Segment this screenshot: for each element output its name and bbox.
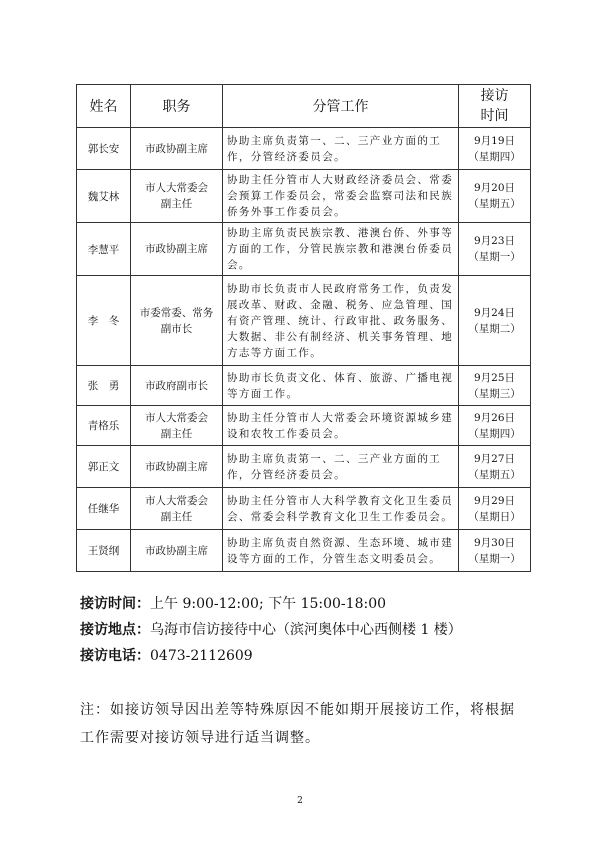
leader-position [131, 530, 223, 572]
reception-time-line [80, 594, 386, 614]
leader-name: 青格乐 [77, 406, 131, 446]
date-text: 9月23日 [473, 235, 516, 247]
leader-duties: 协助主任分管市人大科学教育文化卫生委员会、常委会科学教育文化卫生工作委员会。 [223, 488, 459, 530]
table-row [77, 530, 531, 572]
note-label: 注： [80, 702, 110, 718]
weekday-text: （星期四） [468, 150, 521, 163]
reception-date [459, 406, 531, 446]
leader-duties: 协助市长负责市人民政府常务工作，负责发展改革、财政、金融、税务、应急管理、国有资产管理、统计、行政审批、政务服务、大数据、非公有制经济、机关事务管理、地方志等方面工作。 [223, 276, 459, 366]
reception-phone-value: 0473-2112609 [150, 648, 253, 664]
header-time-line1: 接访 [480, 88, 509, 104]
reception-date [459, 128, 531, 170]
position-line: 副主任 [160, 427, 193, 440]
weekday-text: （星期五） [468, 468, 521, 481]
leader-duties: 协助主任分管市人大财政经济委员会、常委会预算工作委员会，常委会监察司法和民族侨务外事工作委员会。 [223, 170, 459, 223]
reception-date [459, 488, 531, 530]
leader-name: 任继华 [77, 488, 131, 530]
reception-date [459, 366, 531, 406]
note-paragraph [80, 696, 522, 752]
date-text: 9月30日 [473, 536, 516, 549]
table-row [77, 170, 531, 223]
header-position: 职务 [131, 85, 223, 128]
table-row [77, 446, 531, 488]
reception-time-label: 接访时间： [80, 596, 150, 612]
position-line: 市政协副主席 [145, 544, 208, 557]
leader-position [131, 366, 223, 406]
weekday-text: （星期五） [468, 198, 521, 210]
leader-position [131, 223, 223, 276]
reception-place-label: 接访地点： [80, 622, 150, 638]
leader-duties: 协助主任分管市人大常委会环境资源城乡建设和农牧工作委员会。 [223, 406, 459, 446]
table-row [77, 223, 531, 276]
date-text: 9月27日 [473, 452, 516, 465]
reception-place-line [80, 620, 462, 640]
leader-position [131, 406, 223, 446]
leader-position [131, 128, 223, 170]
table-row [77, 406, 531, 446]
date-text: 9月26日 [473, 411, 516, 424]
leader-duties: 协助主席负责民族宗教、港澳台侨、外事等方面的工作，分管民族宗教和港澳台侨委员会。 [223, 223, 459, 276]
header-name: 姓名 [77, 85, 131, 128]
weekday-text: （星期一） [468, 251, 521, 263]
leader-name: 张 勇 [77, 366, 131, 406]
leader-duties: 协助主席负责自然资源、生态环境、城市建设等方面的工作，分管生态文明委员会。 [223, 530, 459, 572]
leader-name: 王贤纲 [77, 530, 131, 572]
reception-date [459, 276, 531, 366]
leader-position [131, 170, 223, 223]
table-header-row [77, 85, 531, 128]
header-reception-time [459, 85, 531, 128]
table-row [77, 128, 531, 170]
header-time-line2: 时间 [480, 108, 509, 124]
position-line: 市政协副主席 [145, 142, 208, 155]
reception-time-value: 上午 9:00-12:00; 下午 15:00-18:00 [150, 596, 387, 612]
reception-phone-label: 接访电话： [80, 648, 150, 664]
leader-name: 郭长安 [77, 128, 131, 170]
table-body [77, 128, 531, 572]
position-line: 市人大常委会 [145, 494, 208, 507]
reception-date [459, 446, 531, 488]
note-text: 如接访领导因出差等特殊原因不能如期开展接访工作，将根据工作需要对接访领导进行适当调整。 [80, 702, 515, 746]
position-line: 市政协副主席 [145, 460, 208, 473]
date-text: 9月24日 [473, 306, 516, 319]
table-row [77, 276, 531, 366]
weekday-text: （星期四） [468, 427, 521, 440]
position-line: 市政府副市长 [145, 379, 208, 392]
reception-place-value: 乌海市信访接待中心（滨河奥体中心西侧楼 1 楼） [150, 622, 462, 638]
leader-name: 李 冬 [77, 276, 131, 366]
weekday-text: （星期三） [468, 387, 521, 400]
weekday-text: （星期日） [468, 510, 521, 523]
reception-date [459, 223, 531, 276]
position-line: 副主任 [160, 198, 193, 210]
header-duties: 分管工作 [223, 85, 459, 128]
date-text: 9月19日 [473, 134, 516, 147]
date-text: 9月25日 [473, 371, 516, 384]
table-row [77, 366, 531, 406]
reception-phone-line [80, 646, 253, 666]
position-line: 市人大常委会 [145, 411, 208, 424]
leader-position [131, 446, 223, 488]
position-line: 市政协副主席 [145, 243, 208, 255]
leader-duties: 协助市长负责文化、体育、旅游、广播电视等方面工作。 [223, 366, 459, 406]
position-line: 市委常委、常务 [139, 306, 214, 319]
leader-position [131, 276, 223, 366]
reception-schedule-table [76, 84, 531, 572]
leader-name: 李慧平 [77, 223, 131, 276]
leader-position [131, 488, 223, 530]
table-row [77, 488, 531, 530]
leader-name: 魏艾林 [77, 170, 131, 223]
reception-date [459, 170, 531, 223]
weekday-text: （星期一） [468, 552, 521, 565]
leader-duties: 协助主席负责第一、二、三产业方面的工作，分管经济委员会。 [223, 128, 459, 170]
date-text: 9月20日 [473, 182, 516, 194]
position-line: 副主任 [160, 510, 193, 523]
reception-date [459, 530, 531, 572]
weekday-text: （星期二） [468, 322, 521, 335]
date-text: 9月29日 [473, 494, 516, 507]
position-line: 副市长 [160, 322, 193, 335]
leader-name: 郭正文 [77, 446, 131, 488]
leader-duties: 协助主席负责第一、二、三产业方面的工作，分管经济委员会。 [223, 446, 459, 488]
page-number: 2 [297, 796, 303, 806]
position-line: 市人大常委会 [145, 182, 208, 194]
